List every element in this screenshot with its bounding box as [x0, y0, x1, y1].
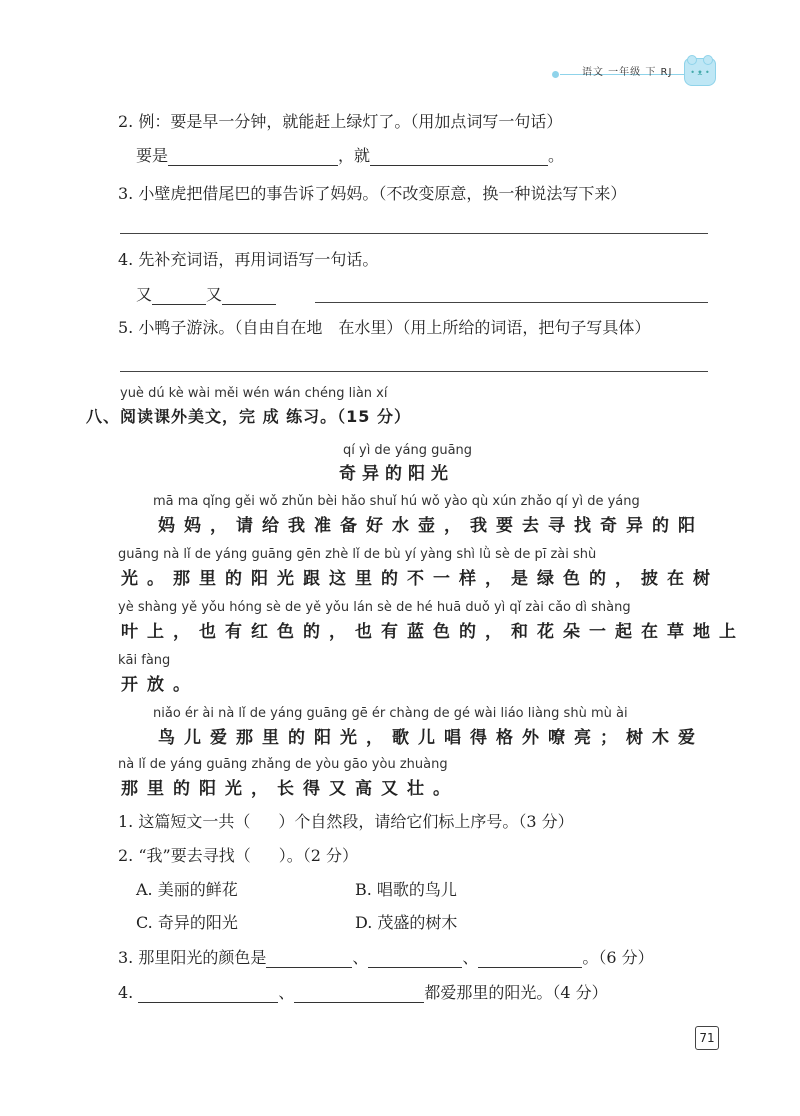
answer-blank[interactable]: [222, 288, 276, 305]
reading-question-2: 2. “我”要去寻找（ ）。（2 分）: [118, 846, 358, 865]
answer-blank[interactable]: [266, 951, 352, 968]
option-b[interactable]: B. 唱歌的鸟儿: [355, 880, 457, 899]
story-line: 开放。: [121, 675, 199, 695]
reading-question-4: 4. 、 都爱那里的阳光。（4 分）: [118, 983, 608, 1002]
story-line-pinyin: mā ma qǐng gěi wǒ zhǔn bèi hǎo shuǐ hú wǒ yào qù xún zhǎo qí yì de yáng: [153, 494, 640, 509]
story-line: 那里的阳光，长得又高又壮。: [121, 779, 459, 799]
answer-line[interactable]: [120, 371, 708, 372]
story-line-pinyin: yè shàng yě yǒu hóng sè de yě yǒu lán sè de hé huā duǒ yì qǐ zài cǎo dì shàng: [118, 600, 631, 615]
story-line: 光。那里的阳光跟这里的不一样，是绿色的，披在树: [121, 569, 719, 589]
answer-blank[interactable]: [152, 288, 206, 305]
story-line-pinyin: guāng nà lǐ de yáng guāng gēn zhè lǐ de bù yí yàng shì lǜ sè de pī zài shù: [118, 547, 597, 562]
answer-blank[interactable]: [370, 149, 548, 166]
story-line: 鸟儿爱那里的阳光，歌儿唱得格外嘹亮；树木爱: [158, 728, 704, 748]
question-2-answer: 要是 ，就 。: [136, 146, 565, 165]
reading-question-1: 1. 这篇短文一共（ ）个自然段，请给它们标上序号。（3 分）: [118, 812, 574, 831]
story-line: 妈妈，请给我准备好水壶，我要去寻找奇异的阳: [158, 516, 704, 536]
answer-blank[interactable]: [294, 986, 424, 1003]
answer-blank[interactable]: [478, 951, 582, 968]
page-number: 71: [695, 1026, 719, 1050]
header-subject: 语文 一年级 下 RJ: [582, 67, 673, 78]
story-line: 叶上，也有红色的，也有蓝色的，和花朵一起在草地上: [121, 622, 745, 642]
bear-mascot-icon: • ᴥ •: [684, 58, 716, 86]
story-line-pinyin: kāi fàng: [118, 653, 171, 668]
section-8-pinyin: yuè dú kè wài měi wén wán chéng liàn xí: [120, 386, 388, 401]
answer-line[interactable]: [120, 233, 708, 234]
question-5: 5. 小鸭子游泳。（自由自在地 在水里）（用上所给的词语，把句子写具体）: [118, 318, 651, 337]
answer-blank[interactable]: [368, 951, 462, 968]
question-4: 4. 先补充词语，再用词语写一句话。: [118, 250, 379, 269]
answer-line[interactable]: [315, 302, 708, 303]
option-a[interactable]: A. 美丽的鲜花: [136, 880, 238, 899]
question-3: 3. 小壁虎把借尾巴的事告诉了妈妈。（不改变原意，换一种说法写下来）: [118, 184, 627, 203]
option-c[interactable]: C. 奇异的阳光: [136, 913, 238, 932]
section-8-title: 八、阅读课外美文，完 成 练习。（15 分）: [86, 407, 411, 426]
option-d[interactable]: D. 茂盛的树木: [355, 913, 458, 932]
question-2: 2. 例：要是早一分钟，就能赶上绿灯了。（用加点词写一句话）: [118, 112, 563, 131]
reading-question-3: 3. 那里阳光的颜色是 、 、 。（6 分）: [118, 948, 654, 967]
story-title-pinyin: qí yì de yáng guāng: [343, 443, 473, 458]
story-line-pinyin: niǎo ér ài nà lǐ de yáng guāng gē ér chàng de gé wài liáo liàng shù mù ài: [153, 706, 628, 721]
story-line-pinyin: nà lǐ de yáng guāng zhǎng de yòu gāo yòu zhuàng: [118, 757, 448, 772]
header-dot: [552, 71, 559, 78]
question-4-words: 又 又: [136, 285, 276, 305]
answer-blank[interactable]: [138, 986, 278, 1003]
story-title: 奇异的阳光: [339, 464, 454, 484]
answer-blank[interactable]: [168, 149, 338, 166]
